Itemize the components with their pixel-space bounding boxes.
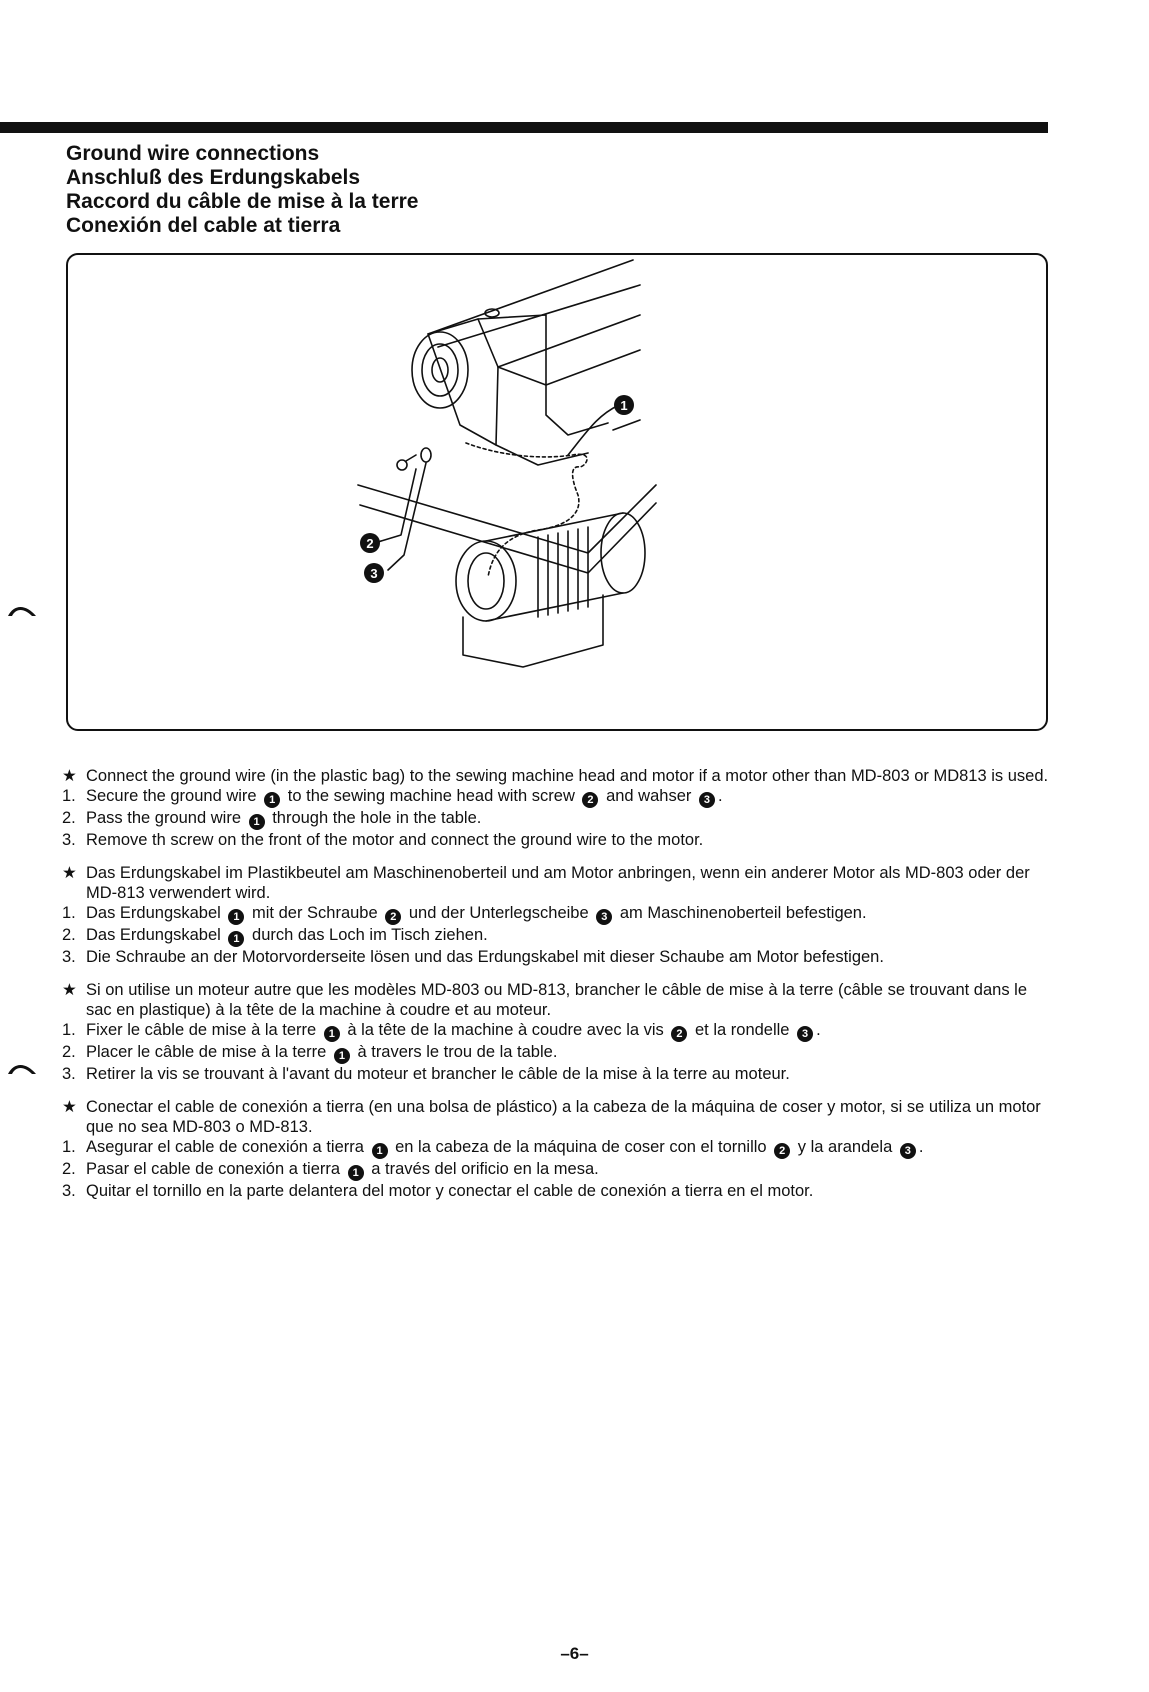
callout-3-label: 3 xyxy=(370,566,378,581)
text-fragment: . xyxy=(816,1021,821,1039)
text-fragment: to the sewing machine head with screw xyxy=(287,787,575,805)
text-fragment: Pasar el cable de conexión a tierra xyxy=(86,1160,341,1178)
machine-arm-outline xyxy=(428,260,640,430)
step-number: 1. xyxy=(62,904,76,922)
text-fragment: Das Erdungskabel xyxy=(86,926,221,944)
instructions-english xyxy=(62,766,1052,850)
step-text xyxy=(86,1137,1052,1159)
step-text: Quitar el tornillo en la parte delantera del motor y conectar el cable de conexión a tierra en el motor. xyxy=(86,1182,814,1200)
step-number: 3. xyxy=(62,831,76,849)
text-fragment: a través del orificio en la mesa. xyxy=(371,1160,599,1178)
instructions-spanish xyxy=(62,1097,1052,1201)
star-icon: ★ xyxy=(62,1098,77,1116)
star-icon: ★ xyxy=(62,981,77,999)
callout-1-icon: 1 xyxy=(348,1165,364,1181)
step-text xyxy=(86,786,1052,808)
callout-1-icon: 1 xyxy=(324,1026,340,1042)
step-text xyxy=(86,903,1052,925)
callout-2-icon: 2 xyxy=(671,1026,687,1042)
section-titles xyxy=(66,142,419,238)
illustration-frame xyxy=(66,253,1048,731)
instructions-french xyxy=(62,980,1052,1084)
title-french: Raccord du câble de mise à la terre xyxy=(66,190,419,213)
callout-2-icon: 2 xyxy=(582,792,598,808)
step-text xyxy=(86,925,1052,947)
step-text xyxy=(86,1020,1052,1042)
note: Connect the ground wire (in the plastic bag) to the sewing machine head and motor if a motor other than MD-803 or MD813 is used. xyxy=(86,767,1049,785)
step-text: Die Schraube an der Motorvorderseite lösen und das Erdungskabel mit dieser Schaube am Motor befestigen. xyxy=(86,948,884,966)
callout-3-icon: 3 xyxy=(596,909,612,925)
text-fragment: mit der Schraube xyxy=(252,904,378,922)
note: Conectar el cable de conexión a tierra (en una bolsa de plástico) a la cabeza de la máquina de coser y motor, si se utiliza un motor que no sea MD-803 o MD-813. xyxy=(86,1098,1041,1136)
text-fragment: Das Erdungskabel xyxy=(86,904,221,922)
step-number: 1. xyxy=(62,1138,76,1156)
callout-2-icon: 2 xyxy=(385,909,401,925)
text-fragment: Asegurar el cable de conexión a tierra xyxy=(86,1138,364,1156)
text-fragment: Fixer le câble de mise à la terre xyxy=(86,1021,317,1039)
header-rule xyxy=(0,122,1048,133)
callout-3-icon: 3 xyxy=(699,792,715,808)
callout-1-icon: 1 xyxy=(334,1048,350,1064)
step-text xyxy=(86,1159,1052,1181)
motor-unit xyxy=(456,513,645,667)
star-icon: ★ xyxy=(62,864,77,882)
callout-3-icon: 3 xyxy=(900,1143,916,1159)
callout-1-icon: 1 xyxy=(228,931,244,947)
step-text xyxy=(86,1042,1052,1064)
text-fragment: and wahser xyxy=(606,787,692,805)
sewing-machine-illustration xyxy=(68,255,1050,733)
text-fragment: am Maschinenoberteil befestigen. xyxy=(619,904,867,922)
text-fragment: Pass the ground wire xyxy=(86,809,242,827)
callout-2-icon: 2 xyxy=(774,1143,790,1159)
callout-1-icon: 1 xyxy=(372,1143,388,1159)
text-fragment: et la rondelle xyxy=(695,1021,790,1039)
callout-1-label: 1 xyxy=(620,398,628,413)
star-icon: ★ xyxy=(62,767,77,785)
instructions xyxy=(62,766,1052,1214)
text-fragment: en la cabeza de la máquina de coser con el tornillo xyxy=(395,1138,767,1156)
text-fragment: à travers le trou de la table. xyxy=(357,1043,558,1061)
title-english: Ground wire connections xyxy=(66,142,320,165)
note: Das Erdungskabel im Plastikbeutel am Maschinenoberteil und am Motor anbringen, wenn ein anderer Motor als MD-803 oder der MD-813 verwendert wird. xyxy=(86,864,1030,902)
step-number: 1. xyxy=(62,1021,76,1039)
step-text: Retirer la vis se trouvant à l'avant du moteur et brancher le câble de la mise à la terre au moteur. xyxy=(86,1065,790,1083)
binder-hole-mark-lower xyxy=(6,1060,38,1076)
step-number: 2. xyxy=(62,1160,76,1178)
step-number: 2. xyxy=(62,809,76,827)
text-fragment: Placer le câble de mise à la terre xyxy=(86,1043,327,1061)
page-number: –6– xyxy=(560,1644,589,1663)
binder-hole-mark-upper xyxy=(6,602,38,618)
text-fragment: . xyxy=(717,787,723,805)
step-text: Remove th screw on the front of the motor and connect the ground wire to the motor. xyxy=(86,831,704,849)
title-spanish: Conexión del cable at tierra xyxy=(66,214,341,237)
step-number: 3. xyxy=(62,1065,76,1083)
step-number: 2. xyxy=(62,926,76,944)
text-fragment: à la tête de la machine à coudre avec la vis xyxy=(347,1021,664,1039)
callout-3-leader xyxy=(388,463,426,570)
title-german: Anschluß des Erdungskabels xyxy=(66,166,361,189)
callout-2-label: 2 xyxy=(366,536,374,551)
callout-1-leader xyxy=(568,405,619,455)
text-fragment: . xyxy=(918,1138,924,1156)
callout-1-icon: 1 xyxy=(249,814,265,830)
callout-1-icon: 1 xyxy=(264,792,280,808)
note: Si on utilise un moteur autre que les modèles MD-803 ou MD-813, brancher le câble de mise à la terre (câble se trouvant dans le sac en plastique) à la tête de la machine à coudre et au moteur. xyxy=(86,981,1027,1019)
step-number: 3. xyxy=(62,1182,76,1200)
callout-3-icon: 3 xyxy=(797,1026,813,1042)
callout-1-icon: 1 xyxy=(228,909,244,925)
step-text xyxy=(86,808,1052,830)
text-fragment: durch das Loch im Tisch ziehen. xyxy=(252,926,488,944)
text-fragment: through the hole in the table. xyxy=(272,809,482,827)
step-number: 1. xyxy=(62,787,76,805)
text-fragment: Secure the ground wire xyxy=(86,787,257,805)
step-number: 3. xyxy=(62,948,76,966)
text-fragment: y la arandela xyxy=(797,1138,893,1156)
step-number: 2. xyxy=(62,1043,76,1061)
ground-wire xyxy=(466,443,587,577)
instructions-german xyxy=(62,863,1052,967)
text-fragment: und der Unterlegscheibe xyxy=(408,904,589,922)
washer xyxy=(421,448,431,462)
